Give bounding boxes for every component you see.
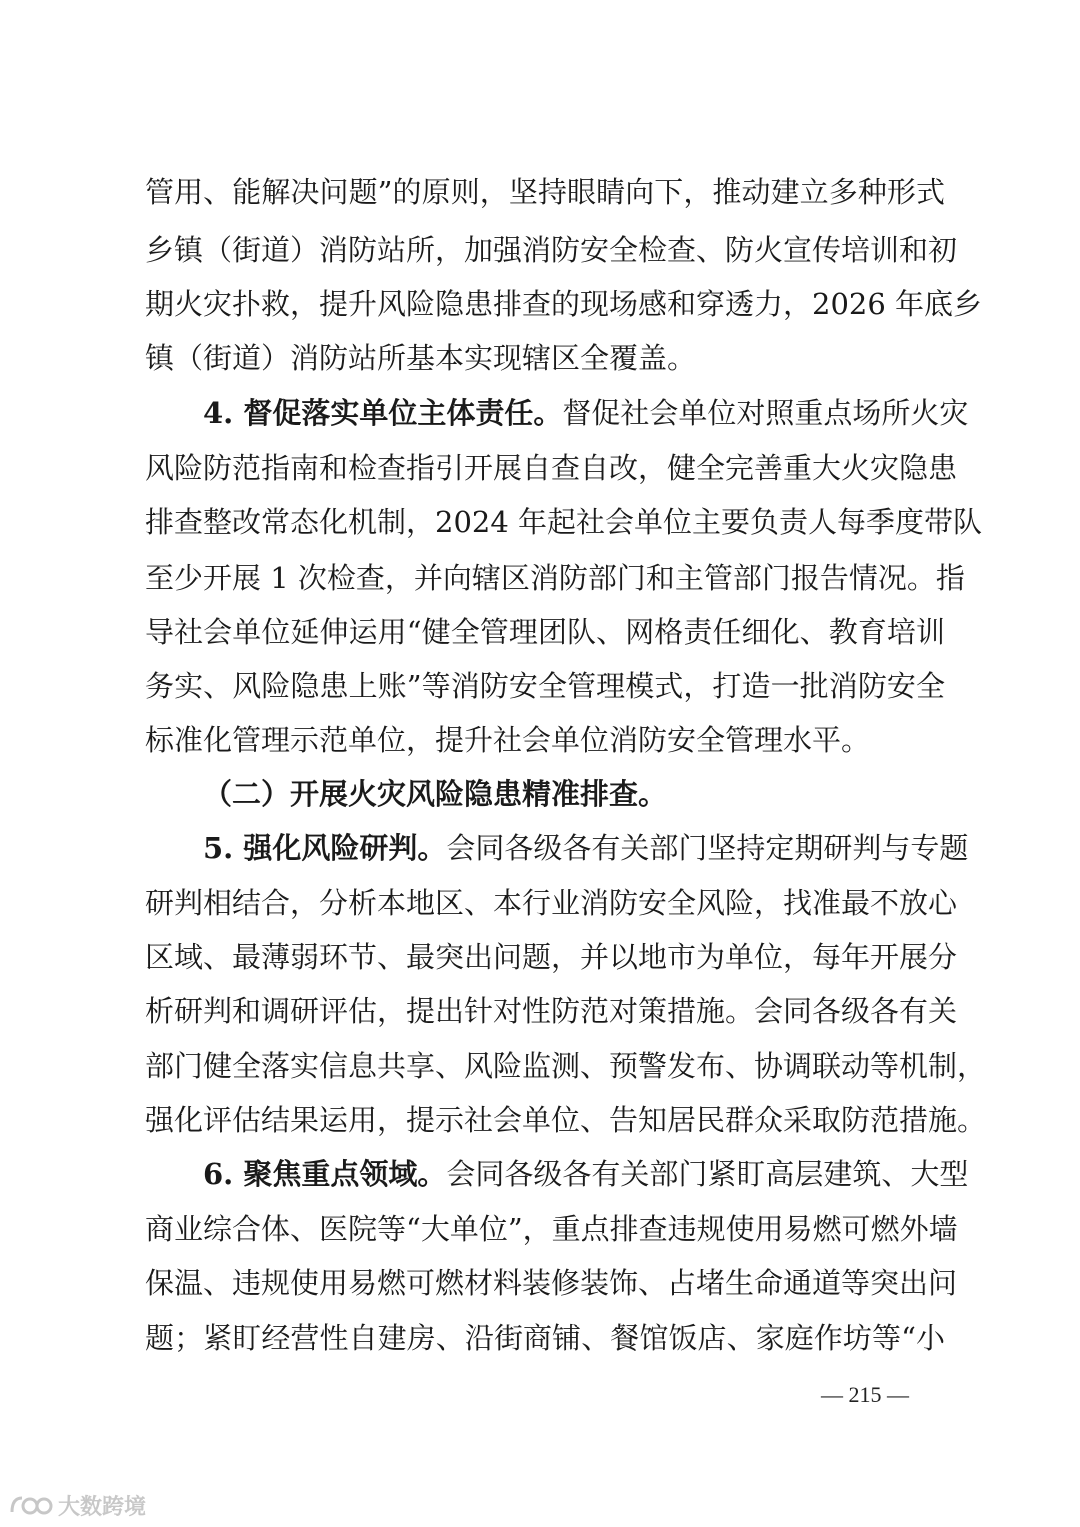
watermark-text: 大数跨境 bbox=[58, 1494, 147, 1520]
text-line: 部门健全落实信息共享、风险监测、预警发布、协调联动等机制， bbox=[145, 1049, 987, 1083]
text-line: 镇（街道）消防站所基本实现辖区全覆盖。 bbox=[145, 341, 697, 375]
text-line: 析研判和调研评估，提出针对性防范对策措施。会同各级各有关 bbox=[145, 994, 958, 1028]
item-heading: 6. 聚焦重点领域。 bbox=[203, 1157, 447, 1191]
page-number: — 215 — bbox=[821, 1382, 909, 1407]
text-line: 风险防范指南和检查指引开展自查自改，健全完善重大火灾隐患 bbox=[145, 451, 958, 485]
text-line: 至少开展 1 次检查，并向辖区消防部门和主管部门报告情况。指 bbox=[145, 561, 965, 595]
text-line: 强化评估结果运用，提示社会单位、告知居民群众采取防范措施。 bbox=[145, 1103, 987, 1137]
paragraph-5-first-line: 5. 强化风险研判。会同各级各有关部门坚持定期研判与专题 bbox=[203, 831, 969, 865]
text-line: 期火灾扑救，提升风险隐患排查的现场感和穿透力，2026 年底乡 bbox=[145, 287, 983, 321]
text-line: 标准化管理示范单位，提升社会单位消防安全管理水平。 bbox=[145, 723, 871, 757]
text-line: 导社会单位延伸运用“健全管理团队、网格责任细化、教育培训 bbox=[145, 615, 945, 649]
section-heading: （二）开展火灾风险隐患精准排查。 bbox=[203, 777, 668, 811]
text-line: 排查整改常态化机制，2024 年起社会单位主要负责人每季度带队 bbox=[145, 505, 983, 539]
text-line: 题；紧盯经营性自建房、沿街商铺、餐馆饭店、家庭作坊等“小 bbox=[145, 1321, 945, 1355]
item-heading: 5. 强化风险研判。 bbox=[203, 831, 447, 865]
logo-icon bbox=[8, 1492, 54, 1518]
text-line: 保温、违规使用易燃可燃材料装修装饰、占堵生命通道等突出问 bbox=[145, 1266, 958, 1300]
item-heading: 4. 督促落实单位主体责任。 bbox=[203, 396, 563, 430]
text-line: 研判相结合，分析本地区、本行业消防安全风险，找准最不放心 bbox=[145, 886, 958, 920]
text-line: 乡镇（街道）消防站所，加强消防安全检查、防火宣传培训和初 bbox=[145, 233, 958, 267]
text-line: 管用、能解决问题”的原则，坚持眼睛向下，推动建立多种形式 bbox=[145, 175, 945, 209]
text-line: 务实、风险隐患上账”等消防安全管理模式，打造一批消防安全 bbox=[145, 669, 945, 703]
text-line: 区域、最薄弱环节、最突出问题，并以地市为单位，每年开展分 bbox=[145, 940, 958, 974]
paragraph-4-first-line: 4. 督促落实单位主体责任。督促社会单位对照重点场所火灾 bbox=[203, 396, 969, 430]
watermark bbox=[8, 1490, 146, 1520]
text-line: 商业综合体、医院等“大单位”，重点排查违规使用易燃可燃外墙 bbox=[145, 1212, 958, 1246]
paragraph-6-first-line: 6. 聚焦重点领域。会同各级各有关部门紧盯高层建筑、大型 bbox=[203, 1157, 969, 1191]
